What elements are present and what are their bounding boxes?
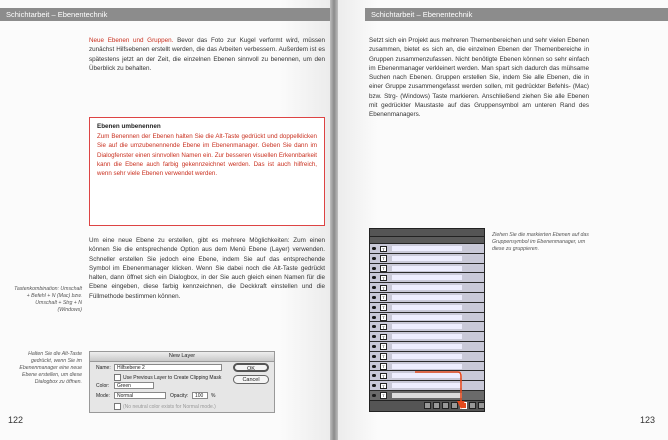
clipping-checkbox[interactable] (114, 374, 121, 381)
figure-caption: Ziehen Sie die markierten Ebenen auf das Gruppensymbol im Ebenenmanager, um diese zu gruppieren. (492, 232, 589, 252)
intro-heading: Neue Ebenen und Gruppen. (89, 37, 174, 44)
tip-title: Ebenen umbenennen (97, 123, 161, 130)
drag-arrow-head (457, 401, 465, 409)
text-layer-icon: T (380, 373, 387, 380)
drag-arrow-line (415, 372, 461, 404)
opacity-unit: % (211, 393, 216, 399)
text-layer-icon: T (380, 392, 387, 399)
drag-arrow (338, 0, 668, 440)
text-layer-icon: T (380, 334, 387, 341)
right-page (338, 0, 668, 440)
neutral-option (114, 403, 216, 410)
text-layer-icon: T (380, 246, 387, 253)
dialog-note: Halten Sie die Alt-Taste gedrückt, wenn Sie im Ebenenmanager eine neue Ebene erstellen, um diese Dialogbox zu öffnen. (19, 351, 82, 385)
name-input[interactable]: Hilfsebene 2 (114, 364, 222, 371)
clipping-option[interactable] (114, 374, 221, 381)
tip-body: Zum Benennen der Ebenen halten Sie die Alt-Taste gedrückt und doppelklicken Sie auf die umzubenennende Ebene im Ebenenmanager. Geben Sie dann im Dialogfenster einen sinnvollen Namen ein. Zur besseren visuellen Erkennbarkeit kann die Ebene auch farbig gekennzeichnet werden. Das ist auch hilfreich, wenn sehr viele Ebenen verwendet werden. (97, 133, 317, 178)
text-layer-icon: T (380, 383, 387, 390)
dialog-title: New Layer (90, 352, 274, 362)
page-number-right: 123 (640, 415, 656, 425)
text-layer-icon: T (380, 353, 387, 360)
book-gutter (330, 0, 338, 440)
mode-label: Mode: (96, 393, 110, 399)
page-number-left: 122 (8, 415, 24, 425)
ok-button[interactable]: OK (233, 363, 269, 372)
text-layer-icon: T (380, 363, 387, 370)
text-layer-icon: T (380, 255, 387, 262)
text-layer-icon: T (380, 343, 387, 350)
left-page (0, 0, 330, 440)
main-paragraph: Um eine neue Ebene zu erstellen, gibt es mehrere Möglichkeiten: Zum einen können Sie die entsprechende Option aus dem Menü Ebene (Layer) verwenden. Schneller erstellen Sie jedoch eine Ebene, indem Sie auf das entsprechende Symbol im Ebenenmanager klicken. Wenn Sie dabei noch die Alt-Taste gedrückt halten, dann öffnet sich ein Dialogbox, in der Sie auch gleich einen Namen für die Ebene eingeben, diese farbig kennzeichnen, die Deckkraft einstellen und die Füllmethode bestimmen können. (89, 237, 325, 300)
cancel-button[interactable]: Cancel (233, 375, 269, 384)
name-label: Name: (96, 365, 111, 371)
color-select[interactable]: Green (114, 382, 154, 389)
text-layer-icon: T (380, 285, 387, 292)
opacity-label: Opacity: (170, 393, 189, 399)
neutral-checkbox (114, 403, 121, 410)
intro-body: Bevor das Foto zur Kugel verformt wird, müssen zunächst Hilfsebenen erstellt werden, die das Arbeiten verbessern. Außerdem ist es spätestens jetzt an der Zeit, die einzelnen Ebenen sinnvoll zu benennen, um den Überblick zu behalten. (89, 37, 326, 72)
text-layer-icon: T (380, 275, 387, 282)
neutral-label: (No neutral color exists for Normal mode.) (123, 403, 216, 410)
groups-paragraph: Setzt sich ein Projekt aus mehreren Themenbereichen und sehr vielen Ebenen zusammen, bietet es sich an, die einzelnen Ebenen der Themenbereiche in Gruppen zusammenzufassen. Nicht benötigte Ebenen können so sehr einfach im Ebenenmanager verkleinert werden. Man spart sich dadurch das mühsame Suchen nach Ebenen. Gruppen erstellen Sie, indem Sie alle Ebenen, die in einer Gruppe zusammengefasst werden sollen, mit gedrückter Befehls- (Mac) bzw. Strg- (Windows) Taste markieren. Anschließend ziehen Sie alle Ebenen mit gedrückter Maustaste auf das Gruppensymbol am unteren Rand des Ebenenmanagers. (369, 37, 589, 119)
running-header: Schichtarbeit – Ebenentechnik (365, 8, 668, 21)
intro-paragraph (89, 36, 325, 73)
text-layer-icon: T (380, 304, 387, 311)
color-label: Color: (96, 383, 110, 389)
new-layer-dialog (89, 351, 275, 413)
clipping-label: Use Previous Layer to Create Clipping Mask (123, 374, 222, 381)
running-header: Schichtarbeit – Ebenentechnik (0, 8, 330, 21)
mode-select[interactable]: Normal (114, 392, 166, 399)
opacity-input[interactable]: 100 (192, 392, 208, 399)
tip-box (89, 117, 325, 226)
text-layer-icon: T (380, 324, 387, 331)
text-layer-icon: T (380, 265, 387, 272)
shortcut-note: Tastenkombination: Umschalt + Befehl + N (Mac) bzw. Umschalt + Strg + N (Windows) (14, 286, 82, 313)
text-layer-icon: T (380, 294, 387, 301)
text-layer-icon: T (380, 314, 387, 321)
